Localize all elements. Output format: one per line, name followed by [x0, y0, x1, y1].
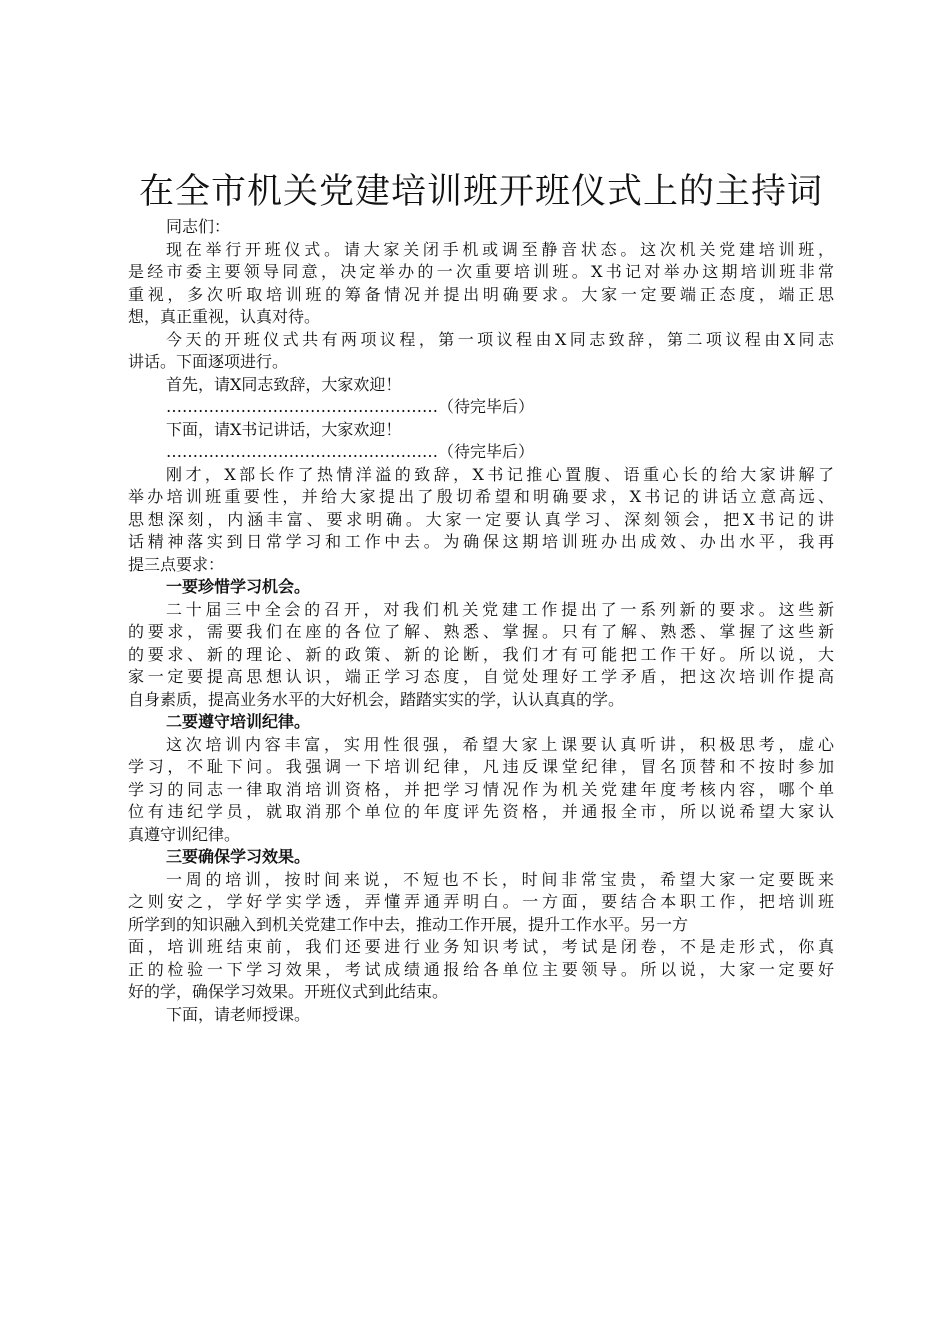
paragraph-line: 的要求，需要我们在座的各位了解、熟悉、掌握。只有了解、熟悉、掌握了这些新: [128, 622, 834, 641]
paragraph-line: 真遵守训纪律。: [128, 824, 241, 844]
paragraph-line: 现在举行开班仪式。请大家关闭手机或调至静音状态。这次机关党建培训班，: [166, 239, 834, 259]
paragraph-line: 面，培训班结束前，我们还要进行业务知识考试，考试是闭卷，不是走形式，你真: [128, 937, 834, 956]
paragraph-line: 正的检验一下学习效果，考试成绩通报给各单位主要领导。所以说，大家一定要好: [128, 959, 834, 979]
paragraph-line: 家一定要提高思想认识，端正学习态度，自觉处理好工学矛盾，把这次培训作提高: [128, 667, 834, 686]
document-title: 在全市机关党建培训班开班仪式上的主持词: [138, 172, 823, 212]
paragraph-line: 思想深刻，内涵丰富、要求明确。大家一定要认真学习、深刻领会，把X书记的讲: [128, 509, 834, 529]
paragraph-line: 讲话。下面逐项进行。: [128, 352, 289, 371]
paragraph-line: 一周的培训，按时间来说，不短也不长，时间非常宝贵，希望大家一定要既来: [166, 869, 834, 889]
paragraph-line: 想，真正重视，认真对待。: [128, 307, 321, 326]
paragraph-line: 所学到的知识融入到机关党建工作中去，推动工作开展，提升工作水平。另一方: [128, 914, 689, 934]
paragraph-line: 刚才，X部长作了热情洋溢的致辞，X书记推心置腹、语重心长的给大家讲解了: [166, 464, 834, 484]
paragraph-line: 提三点要求：: [128, 554, 225, 574]
section-heading: 三要确保学习效果。: [166, 847, 311, 866]
section-heading: 一要珍惜学习机会。: [166, 577, 311, 596]
dotted-placeholder-line: ……………………………………………（待完毕后）: [166, 442, 535, 461]
paragraph-line: 举办培训班重要性，并给大家提出了殷切希望和明确要求，X书记的讲话立意高远、: [128, 487, 834, 506]
paragraph-line: 是经市委主要领导同意，决定举办的一次重要培训班。X书记对举办这期培训班非常: [128, 262, 834, 281]
paragraph-line: 首先，请X同志致辞，大家欢迎！: [166, 374, 402, 394]
closing-line: 下面，请老师授课。: [166, 1004, 311, 1024]
paragraph-line: 话精神落实到日常学习和工作中去。为确保这期培训班办出成效、办出水平，我再: [128, 532, 834, 551]
paragraph-line: 之则安之，学好学实学透，弄懂弄通弄明白。一方面，要结合本职工作，把培训班: [128, 892, 834, 911]
paragraph-line: 二十届三中全会的召开，对我们机关党建工作提出了一系列新的要求。这些新: [166, 599, 834, 619]
paragraph-line: 自身素质，提高业务水平的大好机会，踏踏实实的学，认认真真的学。: [128, 689, 625, 709]
dotted-placeholder-line: ……………………………………………（待完毕后）: [166, 397, 535, 416]
paragraph-line: 重视，多次听取培训班的筹备情况并提出明确要求。大家一定要端正态度，端正思: [128, 284, 834, 304]
paragraph-line: 的要求、新的理论、新的政策、新的论断，我们才有可能把工作干好。所以说，大: [128, 644, 834, 664]
paragraph-line: 位有违纪学员，就取消那个单位的年度评先资格，并通报全市，所以说希望大家认: [128, 802, 834, 821]
section-heading: 二要遵守培训纪律。: [166, 712, 311, 731]
document-page: [128, 168, 834, 1026]
paragraph-line: 学习的同志一律取消培训资格，并把学习情况作为机关党建年度考核内容，哪个单: [128, 779, 834, 799]
paragraph-line: 学习，不耻下问。我强调一下培训纪律，凡违反课堂纪律，冒名顶替和不按时参加: [128, 757, 834, 776]
paragraph-line: 好的学，确保学习效果。开班仪式到此结束。: [128, 982, 449, 1001]
salutation: 同志们：: [166, 217, 231, 236]
paragraph-line: 这次培训内容丰富，实用性很强，希望大家上课要认真听讲，积极思考，虚心: [166, 734, 834, 754]
paragraph-line: 下面，请X书记讲话，大家欢迎！: [166, 419, 402, 439]
paragraph-line: 今天的开班仪式共有两项议程，第一项议程由X同志致辞，第二项议程由X同志: [166, 329, 834, 349]
